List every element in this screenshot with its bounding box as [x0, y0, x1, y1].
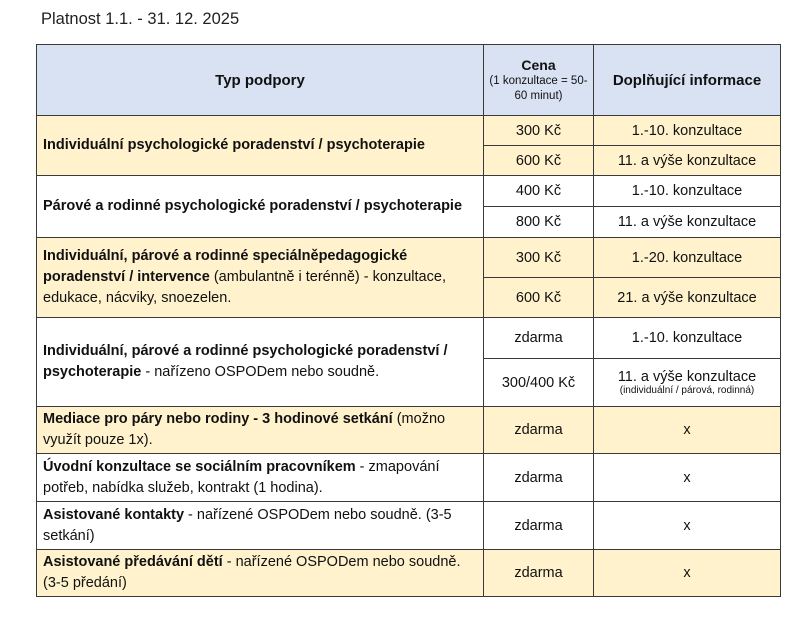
- support-type-cell: [37, 454, 484, 502]
- header-price-note: (1 konzultace = 50-60 minut): [489, 74, 588, 102]
- support-type-title: Úvodní konzultace se sociálním pracovníkem: [43, 458, 356, 475]
- support-type-title: Individuální, párové a rodinné speciálněpedagogické poradenství / intervence: [43, 248, 408, 285]
- table-row: [37, 318, 781, 359]
- support-type-detail: - nařízené OSPODem nebo soudně. (3-5 předání): [43, 554, 461, 591]
- price-cell: zdarma: [484, 550, 594, 597]
- info-cell: 1.-10. konzultace: [594, 116, 781, 146]
- table-row: [37, 407, 781, 454]
- info-cell: 1.-10. konzultace: [594, 318, 781, 359]
- price-cell: 400 Kč: [484, 176, 594, 207]
- table-row: [37, 550, 781, 597]
- info-cell: x: [594, 502, 781, 550]
- info-cell: x: [594, 550, 781, 597]
- price-cell: 600 Kč: [484, 278, 594, 318]
- support-type-detail: - zmapování potřeb, nabídka služeb, kontrakt (1 hodina).: [43, 458, 440, 496]
- pricing-table: [36, 44, 781, 597]
- header-info: Doplňující informace: [594, 45, 781, 116]
- header-price: [484, 45, 594, 116]
- table-header-row: [37, 45, 781, 116]
- table-row: [37, 116, 781, 146]
- price-cell: 300 Kč: [484, 116, 594, 146]
- support-type-cell: [37, 550, 484, 597]
- info-note: (individuální / párová, rodinná): [619, 384, 755, 396]
- price-cell: 600 Kč: [484, 146, 594, 176]
- info-cell: x: [594, 454, 781, 502]
- support-type-title: Párové a rodinné psychologické poradenství / psychoterapie: [43, 198, 463, 214]
- support-type-cell: [37, 318, 484, 407]
- support-type-detail: (ambulantně i terénně) - konzultace, edukace, nácviky, snoezelen.: [43, 269, 446, 306]
- support-type-detail: - nařízeno OSPODem nebo soudně.: [141, 364, 380, 380]
- info-cell: x: [594, 407, 781, 454]
- support-type-title: Individuální, párové a rodinné psychologické poradenství / psychoterapie: [43, 343, 448, 380]
- info-cell: 1.-10. konzultace: [594, 176, 781, 207]
- table-row: [37, 176, 781, 207]
- header-type: Typ podpory: [37, 45, 484, 116]
- info-cell: [594, 359, 781, 407]
- support-type-title: Asistované kontakty: [43, 506, 185, 523]
- support-type-cell: [37, 116, 484, 176]
- table-row: [37, 502, 781, 550]
- support-type-cell: [37, 238, 484, 318]
- price-cell: zdarma: [484, 407, 594, 454]
- header-price-label: Cena: [521, 56, 556, 73]
- info-cell: 11. a výše konzultace: [594, 146, 781, 176]
- support-type-title: Individuální psychologické poradenství / psychoterapie: [43, 137, 425, 153]
- price-cell: zdarma: [484, 454, 594, 502]
- info-cell: 21. a výše konzultace: [594, 278, 781, 318]
- price-cell: 300 Kč: [484, 238, 594, 278]
- support-type-cell: [37, 502, 484, 550]
- price-cell: zdarma: [484, 502, 594, 550]
- info-cell: 11. a výše konzultace: [594, 207, 781, 238]
- price-cell: zdarma: [484, 318, 594, 359]
- support-type-title: Asistované předávání dětí: [43, 554, 223, 570]
- validity-period: Platnost 1.1. - 31. 12. 2025: [41, 10, 240, 28]
- info-cell: 1.-20. konzultace: [594, 238, 781, 278]
- table-row: [37, 238, 781, 278]
- price-cell: 300/400 Kč: [484, 359, 594, 407]
- price-cell: 800 Kč: [484, 207, 594, 238]
- info-text: 11. a výše konzultace: [617, 368, 757, 385]
- table-row: [37, 454, 781, 502]
- support-type-cell: [37, 176, 484, 238]
- support-type-detail: - nařízené OSPODem nebo soudně. (3-5 setkání): [43, 506, 452, 544]
- support-type-detail: (možno využít pouze 1x).: [43, 411, 446, 448]
- support-type-title: Mediace pro páry nebo rodiny - 3 hodinové setkání: [43, 411, 393, 427]
- support-type-cell: [37, 407, 484, 454]
